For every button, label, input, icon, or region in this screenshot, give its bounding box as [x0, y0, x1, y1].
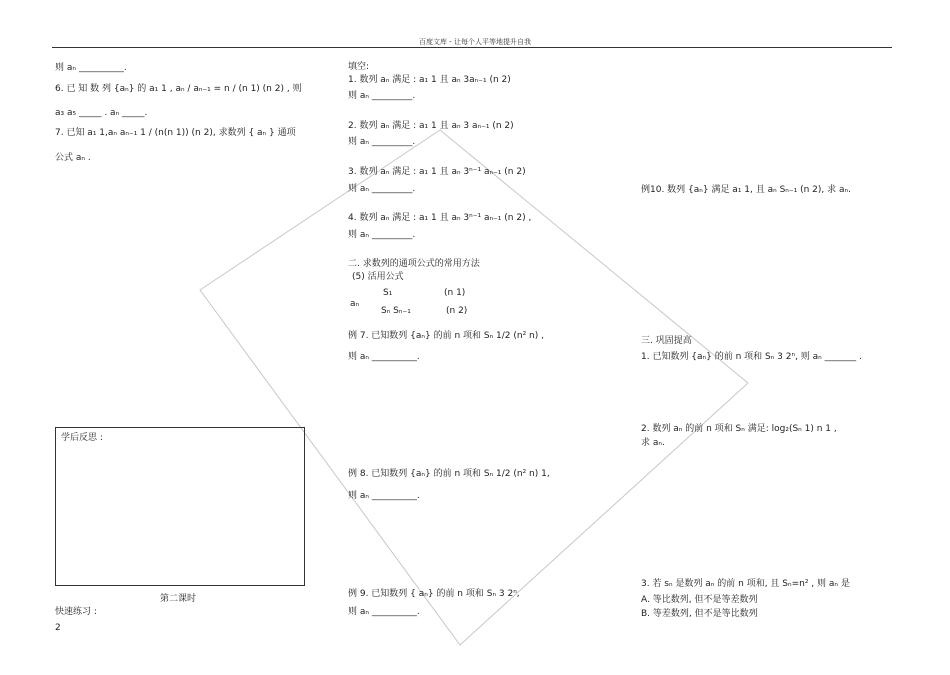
example-7-answer: 则 aₙ __________.	[348, 352, 420, 362]
example-9: 例 9. 已知数列 { aₙ} 的前 n 项和 Sₙ 3 2ⁿ,	[348, 589, 520, 599]
fill-4: 4. 数列 aₙ 满足 : a₁ 1 且 aₙ 3ⁿ⁻¹ aₙ₋₁ (n 2) ,	[348, 213, 532, 223]
formula-row2-expr: Sₙ Sₙ₋₁	[381, 306, 411, 316]
review-3-option-a[interactable]: A. 等比数列, 但不是等差数列	[641, 595, 758, 605]
fill-4-answer: 则 aₙ _________.	[348, 230, 416, 240]
review-3-option-b[interactable]: B. 等差数列, 但不是等比数列	[641, 609, 758, 619]
reflection-box[interactable]	[55, 427, 305, 586]
formula-row2-cond: (n 2)	[446, 306, 468, 316]
fill-1: 1. 数列 aₙ 满足 : a₁ 1 且 aₙ 3aₙ₋₁ (n 2)	[348, 75, 511, 85]
quick-practice: 快速练习 :	[55, 607, 97, 617]
formula-row1-cond: (n 1)	[444, 288, 466, 298]
fill-3-answer: 则 aₙ _________.	[348, 184, 416, 194]
formula-an: aₙ	[350, 299, 360, 309]
review-3: 3. 若 sₙ 是数列 aₙ 的前 n 项和, 且 Sₙ=n² , 则 aₙ 是	[641, 579, 850, 589]
review-2-cont: 求 aₙ.	[641, 438, 665, 448]
left-an-line: 则 aₙ __________.	[55, 63, 127, 73]
item-5: (5) 活用公式	[352, 272, 404, 282]
formula-row1-expr: S₁	[383, 288, 393, 298]
header-rule	[52, 47, 892, 48]
question-6-blanks: a₃ a₅ _____ . aₙ _____.	[55, 108, 148, 118]
fill-1-answer: 则 aₙ _________.	[348, 91, 416, 101]
fill-2-answer: 则 aₙ _________.	[348, 137, 416, 147]
question-7: 7. 已知 a₁ 1,aₙ aₙ₋₁ 1 / (n(n 1)) (n 2), 求数列 { aₙ } 通项	[55, 128, 296, 138]
example-10: 例10. 数列 {aₙ} 满足 a₁ 1, 且 aₙ Sₙ₋₁ (n 2), 求 aₙ.	[641, 185, 851, 195]
question-7-cont: 公式 aₙ .	[55, 153, 91, 163]
fill-heading: 填空:	[348, 62, 370, 72]
header-title: 百度文库 - 让每个人平等地提升自我	[419, 38, 531, 46]
section-3-title: 三. 巩固提高	[641, 336, 692, 346]
example-7: 例 7. 已知数列 {aₙ} 的前 n 项和 Sₙ 1/2 (n² n) ,	[348, 331, 544, 341]
example-9-answer: 则 aₙ __________.	[348, 607, 420, 617]
section-2-title: 二. 求数列的通项公式的常用方法	[348, 259, 480, 269]
question-6: 6. 已 知 数 列 {aₙ} 的 a₁ 1 , aₙ / aₙ₋₁ = n / (n 1) (n 2) , 则	[55, 84, 302, 94]
example-8-answer: 则 aₙ __________.	[348, 491, 420, 501]
review-2: 2. 数列 aₙ 的前 n 项和 Sₙ 满足: log₂(Sₙ 1) n 1 ,	[641, 424, 837, 434]
fill-2: 2. 数列 aₙ 满足 : a₁ 1 且 aₙ 3 aₙ₋₁ (n 2)	[348, 121, 514, 131]
fill-3: 3. 数列 aₙ 满足 : a₁ 1 且 aₙ 3ⁿ⁻¹ aₙ₋₁ (n 2)	[348, 167, 526, 177]
example-8: 例 8. 已知数列 {aₙ} 的前 n 项和 Sₙ 1/2 (n² n) 1,	[348, 469, 550, 479]
review-1: 1. 已知数列 {aₙ} 的前 n 项和 Sₙ 3 2ⁿ, 则 aₙ _______ .	[641, 352, 862, 362]
lesson-2-title: 第二课时	[160, 594, 197, 604]
page-number: 2	[55, 623, 61, 633]
reflection-label: 学后反思 :	[61, 433, 103, 443]
